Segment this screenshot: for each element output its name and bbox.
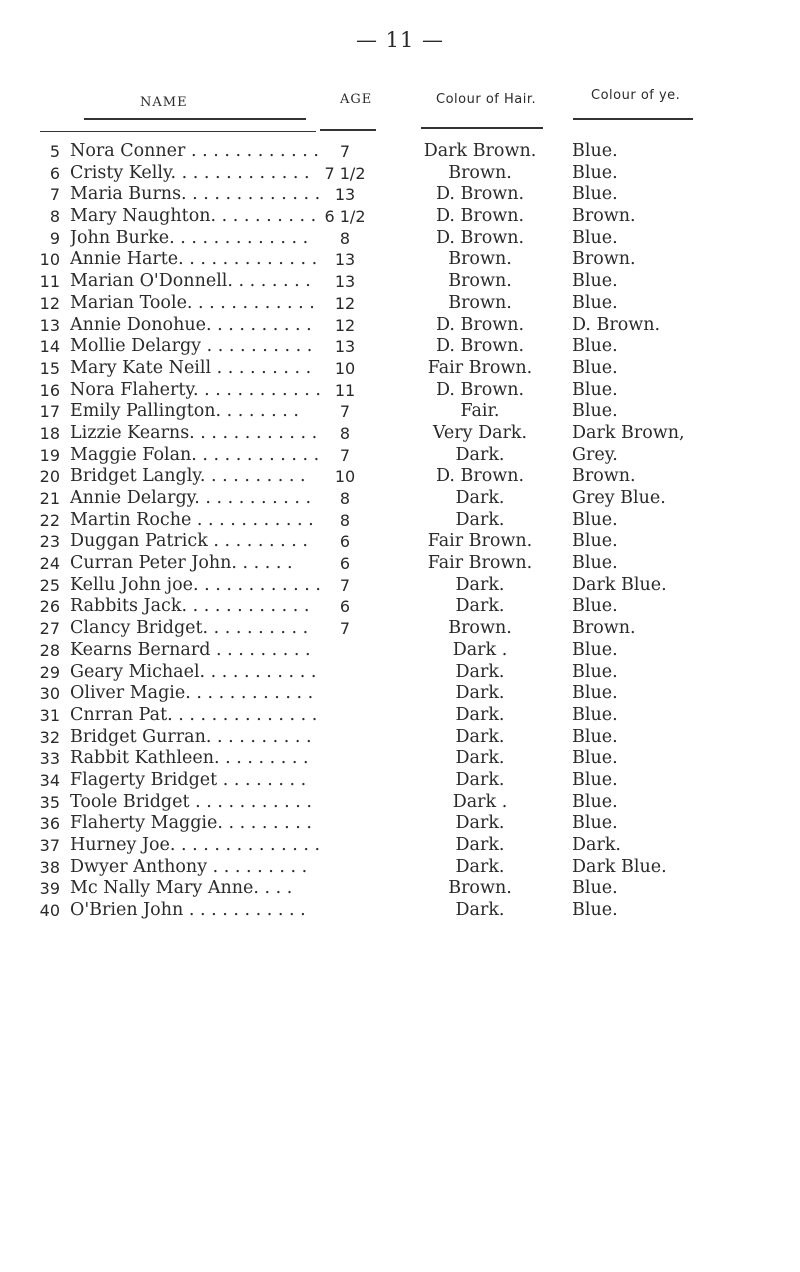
hair-colour: Brown. <box>448 618 512 639</box>
row-number: 6 <box>49 163 60 183</box>
pupil-name: Curran Peter John. . . . . . <box>70 553 293 574</box>
table-row <box>0 358 800 380</box>
page-number: — 11 — <box>355 28 445 52</box>
header-rule-hair <box>421 127 543 129</box>
row-number: 19 <box>39 445 60 465</box>
row-number: 40 <box>39 901 60 921</box>
table-row <box>0 401 800 423</box>
table-row <box>0 488 800 510</box>
table-row <box>0 683 800 705</box>
pupil-name: Emily Pallington. . . . . . . . <box>70 401 299 422</box>
hair-colour: D. Brown. <box>435 336 525 357</box>
pupil-name: Hurney Joe. . . . . . . . . . . . . . <box>70 835 321 855</box>
eye-colour: Grey. <box>572 444 618 465</box>
pupil-age: 7 <box>339 142 351 161</box>
pupil-age: 7 <box>339 575 351 595</box>
pupil-name: Rabbits Jack. . . . . . . . . . . . <box>70 596 310 617</box>
pupil-age: 7 <box>339 402 351 422</box>
row-number: 37 <box>39 836 60 855</box>
table-row <box>0 466 800 488</box>
eye-colour: Blue. <box>572 683 618 704</box>
table-row <box>0 770 800 792</box>
hair-colour: Dark. <box>455 661 505 682</box>
hair-colour: Brown. <box>448 249 512 270</box>
eye-colour: Blue. <box>572 271 618 292</box>
pupil-age: 7 <box>339 445 351 465</box>
hair-colour: D. Brown. <box>435 227 525 248</box>
table-row <box>0 575 800 597</box>
row-number: 33 <box>39 749 60 769</box>
row-number: 29 <box>39 662 60 682</box>
eye-colour: Brown. <box>572 618 636 639</box>
eye-colour: Blue. <box>572 227 618 248</box>
hair-colour: D. Brown. <box>435 184 525 205</box>
pupil-age: 7 <box>339 619 351 639</box>
eye-colour: Blue. <box>572 141 618 161</box>
pupil-age: 10 <box>334 358 356 378</box>
table-row <box>0 336 800 358</box>
pupil-name: O'Brien John . . . . . . . . . . . <box>70 900 306 921</box>
pupil-age: 6 <box>339 554 351 574</box>
pupil-name: Toole Bridget . . . . . . . . . . . <box>70 791 312 812</box>
pupil-age: 11 <box>334 380 356 400</box>
eye-colour: Dark. <box>572 835 621 855</box>
pupil-name: Maggie Folan. . . . . . . . . . . . <box>70 444 320 465</box>
hair-colour: Dark. <box>455 748 505 769</box>
eye-colour: Grey Blue. <box>572 488 666 508</box>
pupil-age: 13 <box>334 185 356 205</box>
eye-colour: Brown. <box>572 466 636 487</box>
row-number: 13 <box>39 315 60 335</box>
row-number: 17 <box>39 402 60 422</box>
row-number: 22 <box>39 510 60 530</box>
header-rule-name-lower <box>40 131 316 132</box>
table-row <box>0 792 800 814</box>
pupil-name: Rabbit Kathleen. . . . . . . . . <box>70 748 309 769</box>
eye-colour: Dark Brown, <box>572 422 685 443</box>
pupil-age: 13 <box>334 272 356 292</box>
table-row <box>0 380 800 402</box>
table-row <box>0 900 800 922</box>
pupil-name: Lizzie Kearns. . . . . . . . . . . . <box>70 422 318 443</box>
table-row <box>0 662 800 684</box>
row-number: 35 <box>39 792 60 812</box>
pupil-age: 13 <box>334 337 356 357</box>
table-row <box>0 857 800 879</box>
hair-colour: Dark. <box>455 444 505 465</box>
pupil-name: Flaherty Maggie. . . . . . . . . <box>70 813 312 834</box>
pupil-name: Cristy Kelly. . . . . . . . . . . . . <box>70 162 310 183</box>
table-row <box>0 184 800 206</box>
table-row <box>0 705 800 727</box>
row-number: 32 <box>39 727 60 747</box>
hair-colour: D. Brown. <box>435 206 525 227</box>
eye-colour: Brown. <box>572 206 636 227</box>
pupil-name: Bridget Gurran. . . . . . . . . . <box>70 726 312 747</box>
hair-colour: Dark. <box>455 726 505 747</box>
table-row <box>0 531 800 553</box>
pupil-name: Geary Michael. . . . . . . . . . . <box>70 661 317 682</box>
pupil-name: Martin Roche . . . . . . . . . . . <box>70 509 314 530</box>
column-header-name: NAME <box>140 95 188 110</box>
hair-colour: Dark Brown. <box>423 141 537 161</box>
hair-colour: Dark. <box>455 704 505 725</box>
eye-colour: Blue. <box>572 661 618 682</box>
hair-colour: Brown. <box>448 292 512 313</box>
pupil-age: 6 <box>339 597 351 617</box>
pupil-name: Cnrran Pat. . . . . . . . . . . . . . <box>70 704 318 725</box>
hair-colour: Dark. <box>455 596 505 617</box>
row-number: 7 <box>49 185 60 205</box>
row-number: 25 <box>39 575 60 595</box>
eye-colour: Blue. <box>572 813 618 834</box>
row-number: 11 <box>39 272 60 292</box>
register-table <box>0 141 800 922</box>
column-header-hair-colour: Colour of Hair. <box>436 92 537 107</box>
hair-colour: Fair Brown. <box>427 553 533 574</box>
table-row <box>0 510 800 532</box>
pupil-name: Mary Naughton. . . . . . . . . . <box>70 206 317 227</box>
pupil-name: Kearns Bernard . . . . . . . . . <box>70 639 311 660</box>
column-header-eye-colour: Colour of ye. <box>591 88 681 103</box>
hair-colour: D. Brown. <box>435 379 525 400</box>
eye-colour: Blue. <box>572 553 618 574</box>
eye-colour: Blue. <box>572 878 618 899</box>
eye-colour: Blue. <box>572 336 618 357</box>
table-row <box>0 141 800 163</box>
hair-colour: Fair Brown. <box>427 531 533 552</box>
eye-colour: Blue. <box>572 184 618 205</box>
pupil-age: 10 <box>334 467 356 487</box>
table-row <box>0 640 800 662</box>
table-row <box>0 878 800 900</box>
eye-colour: Blue. <box>572 791 618 812</box>
row-number: 8 <box>49 207 60 227</box>
column-header-age: AGE <box>340 92 373 107</box>
pupil-name: Duggan Patrick . . . . . . . . . <box>70 531 308 552</box>
eye-colour: Blue. <box>572 292 618 313</box>
row-number: 38 <box>39 857 60 877</box>
eye-colour: Blue. <box>572 769 618 790</box>
table-row <box>0 553 800 575</box>
hair-colour: Very Dark. <box>432 422 528 443</box>
eye-colour: Dark Blue. <box>572 856 667 877</box>
pupil-age: 8 <box>339 510 351 530</box>
eye-colour: Blue. <box>572 531 618 552</box>
eye-colour: Blue. <box>572 704 618 725</box>
row-number: 21 <box>39 489 60 508</box>
hair-colour: Dark. <box>455 488 505 508</box>
pupil-name: Annie Delargy. . . . . . . . . . . <box>70 488 312 508</box>
eye-colour: Blue. <box>572 162 618 183</box>
hair-colour: Dark. <box>455 769 505 790</box>
row-number: 9 <box>49 228 60 248</box>
eye-colour: Blue. <box>572 357 618 378</box>
row-number: 18 <box>39 423 60 443</box>
hair-colour: D. Brown. <box>435 466 525 487</box>
eye-colour: D. Brown. <box>572 314 661 335</box>
row-number: 27 <box>39 619 60 639</box>
table-row <box>0 596 800 618</box>
table-row <box>0 163 800 185</box>
hair-colour: Brown. <box>448 878 512 899</box>
pupil-age: 6 1/2 <box>324 207 366 227</box>
pupil-name: Marian O'Donnell. . . . . . . . <box>70 271 311 292</box>
row-number: 30 <box>39 684 60 704</box>
table-row <box>0 618 800 640</box>
row-number: 36 <box>39 814 60 834</box>
pupil-age: 6 <box>339 532 351 552</box>
header-rule-eyes <box>573 118 693 120</box>
row-number: 14 <box>39 337 60 357</box>
hair-colour: Dark . <box>452 639 508 660</box>
eye-colour: Blue. <box>572 596 618 617</box>
pupil-name: Oliver Magie. . . . . . . . . . . . <box>70 683 314 704</box>
table-row <box>0 423 800 445</box>
table-row <box>0 748 800 770</box>
eye-colour: Blue. <box>572 401 618 422</box>
hair-colour: D. Brown. <box>435 314 525 335</box>
table-row <box>0 228 800 250</box>
pupil-age: 12 <box>334 315 356 335</box>
hair-colour: Fair. <box>460 401 500 422</box>
row-number: 12 <box>39 293 60 313</box>
hair-colour: Brown. <box>448 162 512 183</box>
pupil-name: John Burke. . . . . . . . . . . . . <box>70 227 309 248</box>
pupil-name: Dwyer Anthony . . . . . . . . . <box>70 856 308 877</box>
hair-colour: Dark. <box>455 900 505 921</box>
header-rule-name <box>84 118 306 120</box>
table-row <box>0 813 800 835</box>
pupil-name: Maria Burns. . . . . . . . . . . . . <box>70 184 321 205</box>
pupil-age: 13 <box>334 250 356 270</box>
pupil-name: Annie Donohue. . . . . . . . . . <box>70 314 312 335</box>
row-number: 28 <box>39 640 60 660</box>
header-rule-age <box>320 129 376 131</box>
pupil-name: Flagerty Bridget . . . . . . . . <box>70 769 307 790</box>
pupil-age: 8 <box>339 489 351 508</box>
pupil-name: Nora Flaherty. . . . . . . . . . . . <box>70 379 321 400</box>
eye-colour: Blue. <box>572 748 618 769</box>
hair-colour: Dark. <box>455 813 505 834</box>
eye-colour: Dark Blue. <box>572 574 667 595</box>
hair-colour: Dark. <box>455 856 505 877</box>
pupil-name: Annie Harte. . . . . . . . . . . . . <box>70 249 318 270</box>
eye-colour: Blue. <box>572 379 618 400</box>
eye-colour: Brown. <box>572 249 636 270</box>
row-number: 16 <box>39 380 60 400</box>
pupil-name: Kellu John joe. . . . . . . . . . . . <box>70 574 321 595</box>
hair-colour: Dark. <box>455 574 505 595</box>
row-number: 10 <box>39 250 60 270</box>
row-number: 26 <box>39 597 60 617</box>
row-number: 24 <box>39 554 60 574</box>
eye-colour: Blue. <box>572 900 618 921</box>
hair-colour: Dark . <box>452 791 508 812</box>
eye-colour: Blue. <box>572 509 618 530</box>
table-row <box>0 445 800 467</box>
row-number: 31 <box>39 705 60 725</box>
pupil-name: Clancy Bridget. . . . . . . . . . <box>70 618 309 639</box>
table-row <box>0 206 800 228</box>
pupil-name: Nora Conner . . . . . . . . . . . . <box>70 141 319 161</box>
table-row <box>0 271 800 293</box>
pupil-age: 8 <box>339 423 351 443</box>
pupil-name: Bridget Langly. . . . . . . . . . <box>70 466 306 487</box>
table-row <box>0 249 800 271</box>
row-number: 23 <box>39 532 60 552</box>
row-number: 34 <box>39 770 60 790</box>
pupil-age: 7 1/2 <box>324 163 366 183</box>
table-row <box>0 727 800 749</box>
pupil-name: Marian Toole. . . . . . . . . . . . <box>70 292 315 313</box>
hair-colour: Dark. <box>455 683 505 704</box>
pupil-name: Mary Kate Neill . . . . . . . . . <box>70 357 312 378</box>
pupil-name: Mollie Delargy . . . . . . . . . . <box>70 336 313 357</box>
hair-colour: Fair Brown. <box>427 357 533 378</box>
pupil-age: 8 <box>339 228 351 248</box>
table-row <box>0 315 800 337</box>
hair-colour: Dark. <box>455 509 505 530</box>
row-number: 39 <box>39 879 60 899</box>
row-number: 15 <box>39 358 60 378</box>
eye-colour: Blue. <box>572 639 618 660</box>
row-number: 20 <box>39 467 60 487</box>
pupil-age: 12 <box>334 293 356 313</box>
table-row <box>0 835 800 857</box>
hair-colour: Brown. <box>448 271 512 292</box>
hair-colour: Dark. <box>455 835 505 855</box>
row-number: 5 <box>49 142 60 161</box>
table-row <box>0 293 800 315</box>
pupil-name: Mc Nally Mary Anne. . . . <box>70 878 293 899</box>
eye-colour: Blue. <box>572 726 618 747</box>
